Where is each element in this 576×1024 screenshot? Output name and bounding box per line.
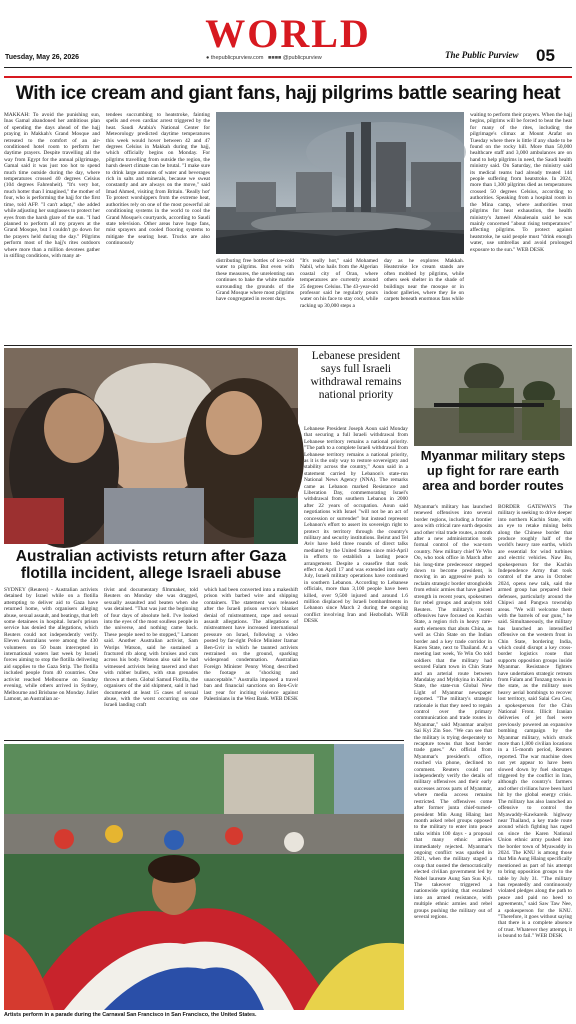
myanmar-photo <box>414 348 572 446</box>
story1-col4: "It's really hot," said Mohamed Nabil, who hails from the Algerian coastal city of Oran, where temperatures are currently around 25 degrees Celsius. The 43-year-old professor said he regularly pours water on his face to stay cool, while racking up 30,000 steps a <box>300 258 378 309</box>
headline-lebanon: Lebanese president says full Israeli withdrawal remains national priority <box>310 350 402 401</box>
hajj-photo-image <box>216 112 464 254</box>
story1-col3: distributing free bottles of ice-cold water to pilgrims. But even with these measures, the unrelenting sun continues to bake the white marble surrounding the grounds of the Grand Mosque where most pilgrims have congregated in recent days. <box>216 258 294 303</box>
masthead-rule <box>4 67 572 68</box>
story1-col5: day as he explores Makkah. Heatstroke Ice cream stands are often mobbed by pilgrims, while others seek shelter in the shade of buildings near the mosque or in indoor galleries, where they lie on carpets beneath enormous fans while <box>384 258 464 303</box>
social-links <box>206 55 322 61</box>
story3-body: Lebanese President Joseph Aoun said Monday that securing a full Israeli withdrawal from Lebanese territory remains a national priority. "The path to a complete Israeli withdrawal from Lebanese territory remains a national priority, as it is the only way to restore sovereignty and stability across the country," Aoun said in a statement carried by Lebanon's state-run National News Agency (NNA). The remarks came as Lebanon marked Resistance and Liberation Day, commemorating Israel's withdrawal from southern Lebanon in 2000 after 22 years of occupation. Aoun said negotiations with Israel "will not be an act of concession or surrender" but instead represent Lebanon's effort to assert its sovereign right to protect its territory through the country's military and security institutions. Beirut and Tel Aviv have held three rounds of direct talks mediated by the United States since mid-April in efforts to establish a lasting peace arrangement. Despite a ceasefire that took effect on April 17 and was extended into early July, Israeli military operations have continued in southern Lebanon. According to Lebanese officials, more than 3,100 people have been killed, over 9,500 injured and around 1.6 million displaced by Israeli bombardments in Lebanon since March 2 during the ongoing conflict involving Iran and Hezbollah. WEB DESK <box>304 426 408 625</box>
social-handle[interactable]: @publicpurview <box>282 55 322 61</box>
story2-col3: which had been converted into a makeshift prison with barbed wire and shipping containers. The statement was released after the Israeli prison service's blanket denial of mistreatment, rape and sexual assault allegations. The allegations of mistreatment have increased international pressure on Israel, following a video posted by far-right Police Minister Itamar Ben-Gvir in which he taunted activists restrained on the ground, sparking widespread condemnation. Australian Foreign Minister Penny Wong described the footage as "shocking and unacceptable." Australia imposed a travel ban and financial sanctions on Ben-Gvir last year for inciting violence against Palestinians in the West Bank. WEB DESK <box>204 587 298 702</box>
paper-name: The Public Purview <box>445 50 519 60</box>
headline-hajj: With ice cream and giant fans, hajj pilgrims battle searing heat <box>15 83 561 104</box>
flotilla-photo <box>4 348 298 544</box>
story4-col2-cont <box>494 740 572 1020</box>
section-title: WORLD <box>205 11 371 56</box>
story1-col1: MAKKAH: To avoid the punishing sun, Inas Gamal abandoned her ambitious plan of spending the days ahead of the hajj praying in Makkah's Grand Mosque and retreated to the comfort of an air-conditioned hotel room to perform her daytime prayers. Despite travelling all the way from Egypt for the annual pilgrimage, Gamal said it was just too hot to spend much time outside during the day, where temperatures crossed 40 degrees Celsius (104 degrees Fahrenheit). "It's very hot, much hotter than I imagined," the mother of four, who is performing the hajj for the first time, told AFP. "I can't adapt," she added while adjusting her sunglasses to protect her eyes from the harsh glare of the sun. "I had planned to perform all my prayers at the Grand Mosque, but I couldn't go down for the prayers held during the day." Pilgrims perform most of the hajj's rites outdoors where more than a million devotees gather in stifling conditions, with many at- <box>4 112 100 259</box>
story2-rule <box>4 740 404 741</box>
carnival-photo <box>4 744 404 1010</box>
story1-col6: waiting to perform their prayers. When the hajj begins, pilgrims will be forced to beat the heat for many of the rites, including the pilgrimage's climax at Mount Arafat on Tuesday where there is little if any shade to be found on the rocky hill. More than 50,000 healthcare staff and 3,000 ambulances are on hand to help pilgrims in need, the Saudi health ministry said. On Saturday, the ministry said its medical teams had already treated 144 people suffering from heatstroke. In 2024, more than 1,300 pilgrims died as temperatures crossed 50 degrees Celsius, according to authorities. Speaking from a hospital room in the Mina camp, where authorities treat pilgrims for heat exhaustion, the health ministry's Jameel Abualenain said he was mainly concerned "about rising temperatures" affecting pilgrims. To protect against heatstroke, he said people must "drink enough water, use umbrellas and avoid prolonged exposure to the sun." WEB DESK <box>470 112 572 253</box>
flotilla-photo-image <box>4 348 298 544</box>
red-divider <box>4 76 572 78</box>
issue-date: Tuesday, May 26, 2026 <box>5 54 80 61</box>
story1-col2: tendees succumbing to heatstroke, fainting spells and even cardiac arrest triggered by the heat. Saudi Arabia's National Center for Meteorology predicted daytime temperatures this week would hover between 42 and 47 degrees Celsius in Makkah during the hajj, which officially begins on Monday. For pilgrims travelling from outside the region, the harsh desert climate can be brutal. "I make sure to drink large amounts of water and beverages rich in salts and minerals, because we sweat constantly and are always on the move," said Imad Ahmed, visiting from Britain. 'Really hot' To protect worshippers from the extreme heat, authorities rely on one of the most powerful air conditioning systems in the world to cool the Grand Mosque's courtyards, according to Saudi state television. Other areas have huge fans, mist sprayers and cooled flooring systems to mitigate the searing heat. Trucks are also continuously <box>106 112 210 247</box>
globe-icon: ● <box>206 55 210 61</box>
social-icons: ■■■■ <box>268 55 282 61</box>
page-number: 05 <box>536 46 555 65</box>
photo-caption: Artists perform in a parade during the Carnaval San Francisco in San Francisco, the United States. <box>4 1012 257 1018</box>
hajj-photo <box>216 112 464 254</box>
myanmar-photo-image <box>414 348 572 446</box>
headline-flotilla: Australian activists return after Gaza flotilla incident, allege Israeli abuse <box>15 548 287 582</box>
headline-myanmar: Myanmar military steps up fight for rare earth area and border routes <box>420 448 566 493</box>
website-link[interactable]: thepublicpurview.com <box>210 55 264 61</box>
carnival-photo-image <box>4 744 404 1010</box>
story2-col1: SYDNEY (Reuters) - Australian activists detained by Israel while on a flotilla attempting to deliver aid to Gaza have returned home, with organisers alleging abuse, sexual assault, and beatings, that left some detainees in hospital. Israel's prison service has denied the allegations, which Reuters could not independently verify. Eleven Australians were among the 430 volunteers on 50 boats intercepted in international waters last week by Israeli forces aiming to stop the flotilla delivering aid supplies to the Gaza Strip. The flotilla included people from 40 countries. One activist reached Melbourne on Sunday evening, while others arrived in Sydney, Melbourne and Brisbane on Monday. Juliet Lamont, an Australian ac- <box>4 587 98 702</box>
story1-rule <box>4 345 572 346</box>
story4-col1-top: Myanmar's military has launched renewed offensives into several border regions, including a frontier area with critical rare earth deposits and other vital trade routes, a month after a new administration took formal control of the war-torn country. New military chief Ye Win Oo, who took office in March after his long-time predecessor stepped down to become president, is moving in an aggressive push to reclaim strategic border strongholds from ethnic armies that have gained strength in recent years, spokesmen for rebel groups and analysts told Reuters. The military's recent offensives have focused on Kachin State, a region rich in heavy rare-earth elements that abuts China, as well as Chin State on the Indian border and a key trade corridor in Karen State, next to Thailand. At a meeting last week, Ye Win Oo told soldiers that the military had secured Falam town in Chin State and an arterial route between Mandalay and Myitkyina in Kachin State, the state-run Global New Light of Myanmar newspaper reported. "The military's strategic rationale is that they need to regain control over the primary communication and trade routes in Myanmar," said Myanmar analyst Sai Kyi Zin Soe. "We can see that the military is trying desperately to recapture towns that host border trade gates." An official from Myanmar's president's office, reached via phone, declined to comment. Reuters could not independently verify the details of military offensives and their early successes across parts of Myanmar, where media access remains restricted. The offensives come after former junta chief-turned-president Min Aung Hlaing last month asked rebel groups opposed to the military to enter into peace talks within 100 days - a proposal that many ethnic armies immediately rejected. Myanmar's ongoing conflict was sparked in 2021, when the military staged a coup that ousted the democratically elected civilian government led by Nobel laureate Aung San Suu Kyi. The takeover triggered a nationwide uprising that escalated into an armed resistance, with multiple ethnic armies and rebel groups pushing the military out of several regions. <box>414 504 492 920</box>
story2-col2: tivist and documentary filmmaker, told Reuters on Monday she was dragged, sexually assaulted and beaten when she was detained. "That was just the beginning of four days of absolute hell. I've looked into the eyes of the most soulless people in the universe, and nothing came back. These people need to be stopped," Lamont said. Another Australian activist, Sam Worips Watson, said he sustained a fractured rib along with bruises and cuts across his body. Watson also said he had witnessed activists being tasered and shot with rubber bullets, with stun grenades thrown at them. Global Samud Flotilla, the organisers of the aid shipment, said it had documented at least 15 cases of sexual abuse, with the worst occurring on one Israeli landing craft <box>104 587 198 709</box>
masthead <box>0 0 576 70</box>
story4-col2-top: BORDER GATEWAYS The military is seeking to drive deeper into northern Kachin State, with an eye to retake mining belts along the Chinese border that produce roughly half of the world's heavy rare earths, which are essential for wind turbines and electric vehicles. Naw Bu, spokesperson for the Kachin Independence Army that took control of the area in October 2024, opens new talk, said the armed group has prepared their defenses, particularly around the Chipwi and Pangwa township areas. "We will welcome them with the barrels of our guns," he said. Simultaneously, the military has launched an intensified offensive on the western front in Chin State, bordering India, which could disrupt a key cross-border logistics route that supports opposition groups inside Myanmar. Resistance fighters have undertaken strategic retreats from Falam and Tonzang towns in the state, as the military uses heavy aerial bombings to recover lost territory, said Salai Ceu Ceu, a spokesperson for the Chin National Front. Illicit Iranian deliveries of jet fuel were previously powered an expansive bombing campaign by the Myanmar military, which struck more than 1,800 civilian locations in a 15-month period, Reuters reported. The war machine does not yet appear to have been slowed down by fuel shortages triggered by the conflict in Iran, although the country's farmers and other civilians have been hard hit by the global energy crisis. The military has also launched an offensive to control the Myawaddy-Kawkareik highway near Thailand, a key trade route around which fighting has raged on since the Karen National Union ethnic army pushed into the border town of Myawaddy in 2024. The KNU is among those that Min Aung Hlaing specifically mentioned as part of his attempt to bring opposition groups to the table by July 31. "The military has repeatedly and continuously violated pledges along the path to peace and paid no heed to agreements," said Saw Taw Nee, a spokesperson for the KNU. "Therefore, it goes without saying that there is a complete absence of trust. Whatever they attempt, it is bound to fail." WEB DESK <box>498 504 572 940</box>
story4-col1-cont <box>410 740 488 1020</box>
